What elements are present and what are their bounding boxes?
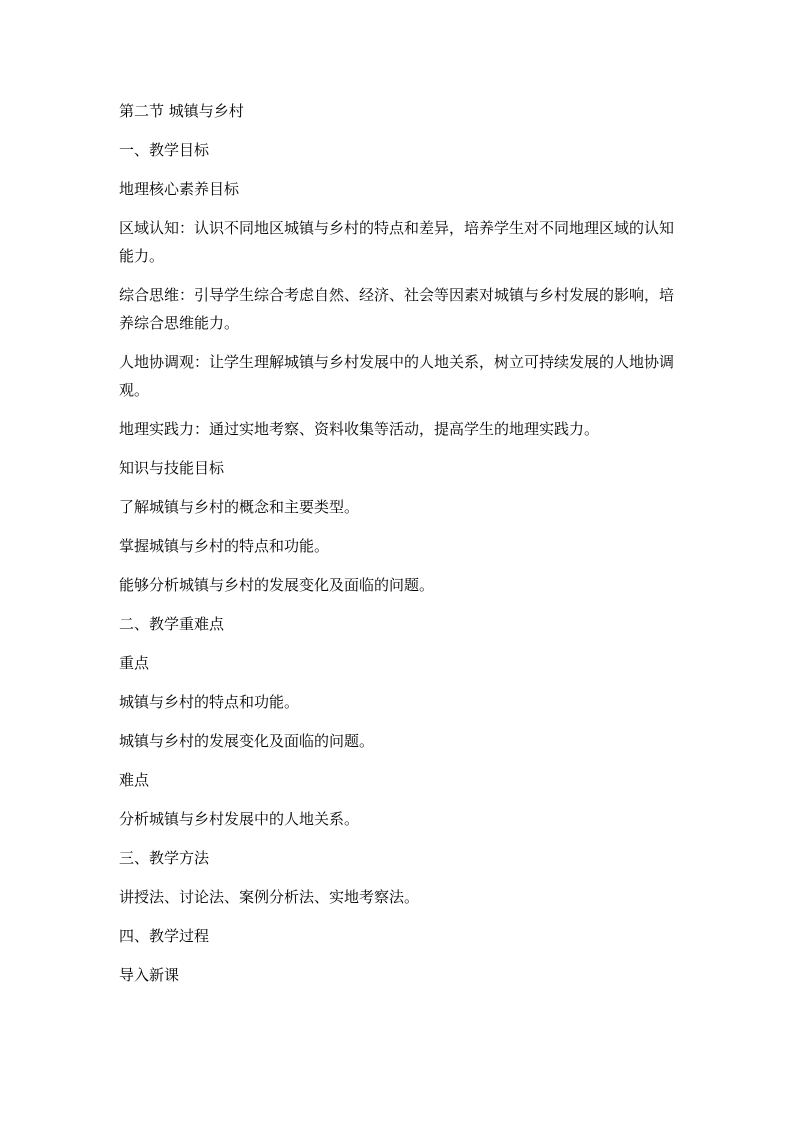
paragraph-development-problems: 能够分析城镇与乡村的发展变化及面临的问题。 — [119, 576, 435, 594]
subheading-core-literacy-goals: 地理核心素养目标 — [119, 180, 240, 198]
subheading-difficult-points: 难点 — [119, 771, 150, 789]
paragraph-key-point-1: 城镇与乡村的特点和功能。 — [119, 693, 300, 711]
heading-key-difficult-points: 二、教学重难点 — [119, 615, 225, 633]
subheading-key-points: 重点 — [119, 654, 150, 672]
paragraph-key-point-2: 城镇与乡村的发展变化及面临的问题。 — [119, 732, 375, 750]
heading-teaching-methods: 三、教学方法 — [119, 849, 210, 867]
paragraph-features-functions: 掌握城镇与乡村的特点和功能。 — [119, 537, 330, 555]
heading-teaching-objectives: 一、教学目标 — [119, 141, 210, 159]
heading-teaching-process: 四、教学过程 — [119, 927, 210, 945]
paragraph-teaching-methods: 讲授法、讨论法、案例分析法、实地考察法。 — [119, 888, 420, 906]
document-body — [119, 97, 679, 1000]
paragraph-comprehensive-thinking: 综合思维：引导学生综合考虑自然、经济、社会等因素对城镇与乡村发展的影响，培养综合思维能力。 — [119, 286, 675, 332]
subheading-knowledge-skills-goals: 知识与技能目标 — [119, 459, 225, 477]
paragraph-concept-types: 了解城镇与乡村的概念和主要类型。 — [119, 498, 360, 516]
paragraph-human-land-coordination: 人地协调观：让学生理解城镇与乡村发展中的人地关系，树立可持续发展的人地协调观。 — [119, 353, 675, 399]
paragraph-regional-cognition: 区域认知：认识不同地区城镇与乡村的特点和差异，培养学生对不同地理区域的认知能力。 — [119, 219, 675, 265]
subheading-lesson-introduction: 导入新课 — [119, 966, 180, 984]
paragraph-difficult-point-1: 分析城镇与乡村发展中的人地关系。 — [119, 810, 360, 828]
section-title: 第二节 城镇与乡村 — [119, 102, 244, 120]
paragraph-geographic-practice: 地理实践力：通过实地考察、资料收集等活动，提高学生的地理实践力。 — [119, 420, 600, 438]
